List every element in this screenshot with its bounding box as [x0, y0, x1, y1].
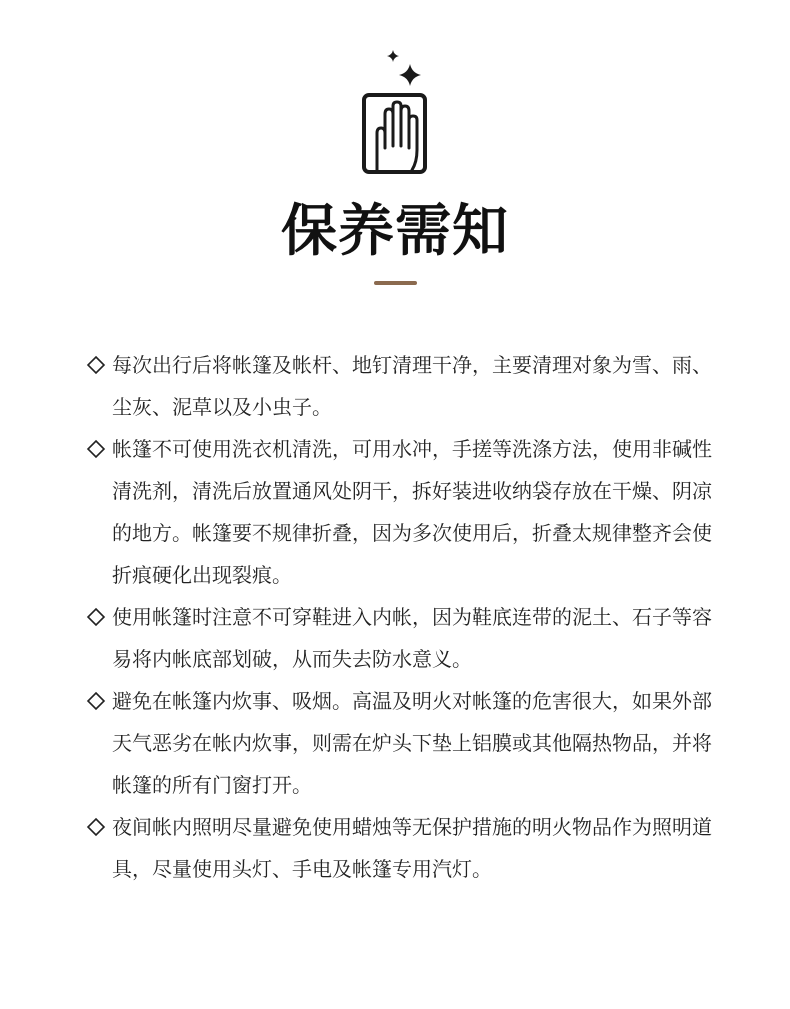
tip-item — [86, 680, 726, 806]
diamond-outline-icon — [86, 817, 106, 837]
small-sparkle — [387, 50, 399, 62]
divider-bar — [374, 281, 417, 285]
tip-item — [86, 596, 726, 680]
header-emblem — [355, 44, 435, 178]
diamond-outline-icon — [86, 439, 106, 459]
care-tips-list — [86, 344, 726, 890]
page-title: 保养需知 — [281, 199, 509, 264]
large-sparkle — [399, 64, 421, 86]
diamond-outline-icon — [86, 355, 106, 375]
tip-item — [86, 344, 726, 428]
hand-outline — [377, 102, 417, 170]
hand-with-sparkle-icon — [355, 44, 435, 178]
tip-text: 每次出行后将帐篷及帐杆、地钉清理干净，主要清理对象为雪、雨、尘灰、泥草以及小虫子。 — [112, 353, 712, 419]
tip-item — [86, 806, 726, 890]
diamond-outline-icon — [86, 607, 106, 627]
diamond-outline-icon — [86, 691, 106, 711]
tip-text: 使用帐篷时注意不可穿鞋进入内帐，因为鞋底连带的泥土、石子等容易将内帐底部划破，从而失去防水意义。 — [112, 605, 712, 671]
title-divider — [374, 281, 417, 285]
tip-text: 夜间帐内照明尽量避免使用蜡烛等无保护措施的明火物品作为照明道具，尽量使用头灯、手电及帐篷专用汽灯。 — [112, 815, 712, 881]
tip-text: 避免在帐篷内炊事、吸烟。高温及明火对帐篷的危害很大，如果外部天气恶劣在帐内炊事，则需在炉头下垫上铝膜或其他隔热物品，并将帐篷的所有门窗打开。 — [112, 689, 712, 797]
tip-text: 帐篷不可使用洗衣机清洗，可用水冲，手搓等洗涤方法，使用非碱性清洗剂，清洗后放置通风处阴干，拆好装进收纳袋存放在干燥、阴凉的地方。帐篷要不规律折叠，因为多次使用后，折叠太规律整齐会使折痕硬化出现裂痕。 — [112, 437, 712, 587]
tip-item — [86, 428, 726, 596]
